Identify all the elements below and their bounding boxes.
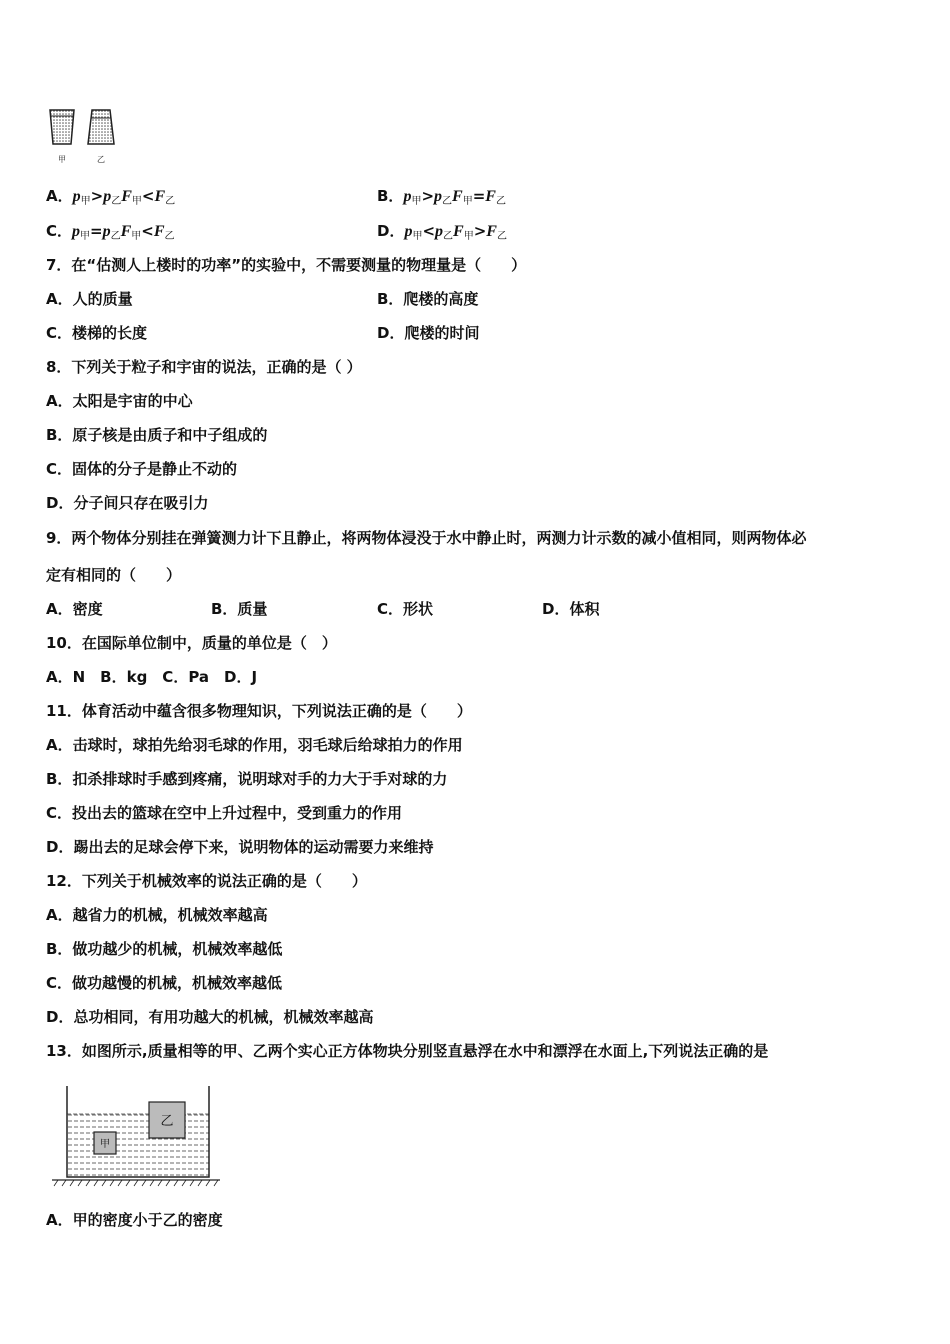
q6-option-b[interactable]: B．$p_甲>p_乙F_甲=F_乙$ [377,187,506,207]
q13-stem: 13．如图所示,质量相等的甲、乙两个实心正方体物块分别竖直悬浮在水中和漂浮在水面上,下列说法正确的是 [46,1042,769,1060]
cup-b-label: 乙 [97,155,105,164]
q9-stem-line-2: 定有相同的（ ） [46,566,182,584]
q12-option-d[interactable]: D．总功相同，有用功越大的机械，机械效率越高 [46,1008,374,1026]
q12-stem: 12．下列关于机械效率的说法正确的是（ ） [46,872,367,890]
q12-option-a[interactable]: A．越省力的机械，机械效率越高 [46,906,268,924]
q11-stem: 11．体育活动中蕴含很多物理知识，下列说法正确的是（ ） [46,702,472,720]
q9-option-c[interactable]: C．形状 [377,600,434,618]
q7-option-c[interactable]: C．楼梯的长度 [46,324,148,342]
q7-stem: 7．在“估测人上楼时的功率”的实验中，不需要测量的物理量是（ ） [46,256,527,274]
q9-option-b[interactable]: B．质量 [211,600,268,618]
q12-option-c[interactable]: C．做功越慢的机械，机械效率越低 [46,974,283,992]
q8-option-c[interactable]: C．固体的分子是静止不动的 [46,460,238,478]
cup-a-label: 甲 [58,155,66,164]
q10-options[interactable]: A．N B．kg C．Pa D．J [46,668,258,686]
q8-option-d[interactable]: D．分子间只存在吸引力 [46,494,209,512]
q11-option-c[interactable]: C．投出去的篮球在空中上升过程中，受到重力的作用 [46,804,403,822]
q9-option-a[interactable]: A．密度 [46,600,103,618]
q6-option-c[interactable]: C．$p_甲=p_乙F_甲<F_乙$ [46,222,175,242]
q7-option-b[interactable]: B．爬楼的高度 [377,290,479,308]
q7-option-a[interactable]: A．人的质量 [46,290,133,308]
q6-option-d[interactable]: D．$p_甲<p_乙F_甲>F_乙$ [377,222,507,242]
water-icon [67,1114,209,1177]
water-tank-figure [50,1082,222,1192]
q7-option-d[interactable]: D．爬楼的时间 [377,324,480,342]
cups-figure [44,104,124,168]
q9-stem-line-1: 9．两个物体分别挂在弹簧测力计下且静止，将两物体浸没于水中静止时，两测力计示数的减小值相同，则两物体必 [46,529,807,547]
q10-stem: 10．在国际单位制中，质量的单位是（ ） [46,634,337,652]
q13-option-a[interactable]: A．甲的密度小于乙的密度 [46,1211,223,1229]
q11-option-d[interactable]: D．踢出去的足球会停下来，说明物体的运动需要力来维持 [46,838,434,856]
q11-option-b[interactable]: B．扣杀排球时手感到疼痛，说明球对手的力大于手对球的力 [46,770,448,788]
block-a-label: 甲 [100,1139,110,1150]
q6-option-a[interactable]: A．$p_甲>p_乙F_甲<F_乙$ [46,187,176,207]
q8-option-b[interactable]: B．原子核是由质子和中子组成的 [46,426,268,444]
q9-option-d[interactable]: D．体积 [542,600,600,618]
cup-b-icon [88,110,114,144]
q11-option-a[interactable]: A．击球时，球拍先给羽毛球的作用，羽毛球后给球拍力的作用 [46,736,463,754]
block-b-label: 乙 [160,1114,174,1129]
cup-a-icon [50,110,74,144]
q12-option-b[interactable]: B．做功越少的机械，机械效率越低 [46,940,283,958]
q8-stem: 8．下列关于粒子和宇宙的说法，正确的是（ ） [46,358,362,376]
q8-option-a[interactable]: A．太阳是宇宙的中心 [46,392,193,410]
